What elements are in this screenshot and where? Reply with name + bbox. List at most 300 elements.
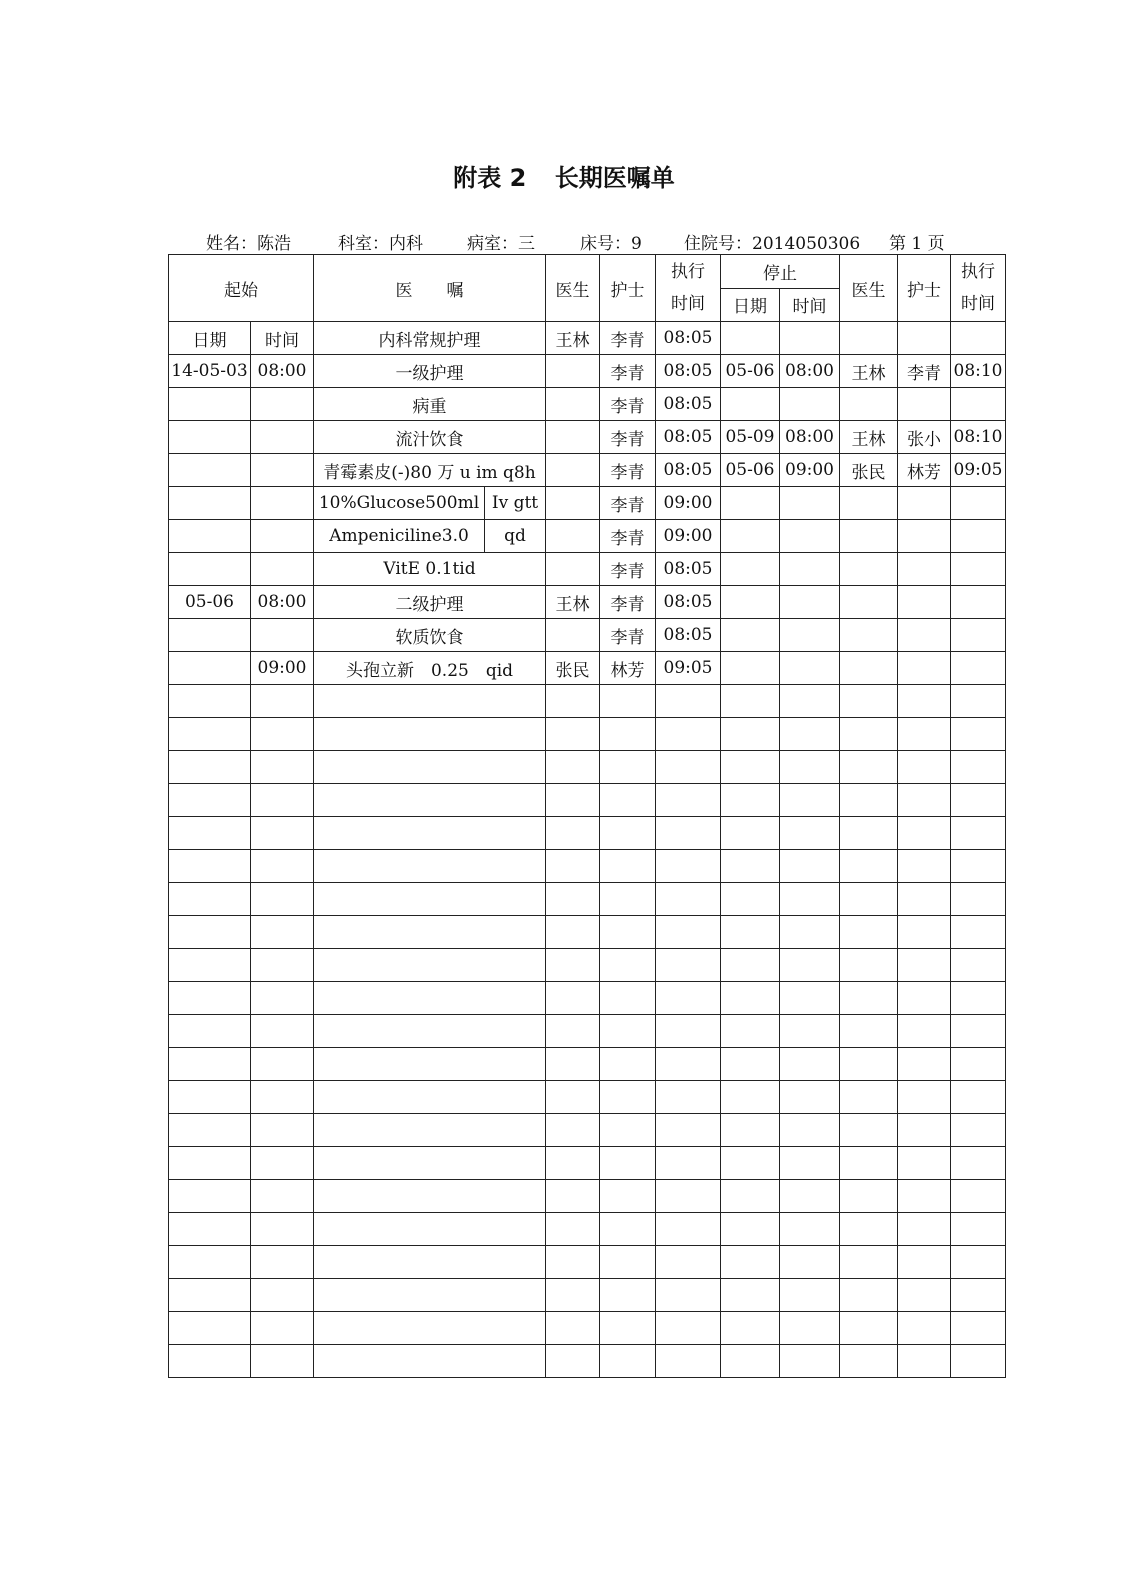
cell-blank <box>898 1048 951 1081</box>
cell-doctor <box>546 487 600 520</box>
cell-blank <box>898 685 951 718</box>
cell-stop-time <box>780 553 840 586</box>
cell-blank <box>169 1015 251 1048</box>
cell-blank <box>780 1114 840 1147</box>
cell-exec: 08:05 <box>656 586 721 619</box>
cell-blank <box>251 1345 314 1378</box>
cell-blank <box>840 1345 898 1378</box>
cell-blank <box>840 1213 898 1246</box>
cell-blank <box>656 1279 721 1312</box>
cell-blank <box>721 1279 780 1312</box>
cell-blank <box>546 850 600 883</box>
cell-stop-date <box>721 520 780 553</box>
cell-blank <box>600 1048 656 1081</box>
cell-blank <box>251 685 314 718</box>
table-row <box>169 421 1006 454</box>
cell-date: 日期 <box>169 322 251 355</box>
cell-blank <box>546 1114 600 1147</box>
cell-blank <box>840 1048 898 1081</box>
cell-blank <box>721 817 780 850</box>
cell-blank <box>780 1345 840 1378</box>
cell-blank <box>251 1147 314 1180</box>
header-nurse2: 护士 <box>898 255 951 322</box>
cell-stop-date: 05-06 <box>721 355 780 388</box>
cell-blank <box>840 982 898 1015</box>
cell-order <box>314 487 546 520</box>
cell-blank <box>169 817 251 850</box>
cell-doctor <box>546 388 600 421</box>
cell-blank <box>840 1081 898 1114</box>
cell-blank <box>840 685 898 718</box>
cell-blank <box>314 982 546 1015</box>
cell-order: 头孢立新 0.25 qid <box>314 652 546 685</box>
cell-blank <box>780 1279 840 1312</box>
cell-blank <box>546 784 600 817</box>
cell-blank <box>169 751 251 784</box>
cell-blank <box>546 817 600 850</box>
cell-stop-doctor <box>840 388 898 421</box>
cell-exec: 08:05 <box>656 322 721 355</box>
cell-blank <box>546 1180 600 1213</box>
cell-blank <box>251 1180 314 1213</box>
cell-blank <box>721 982 780 1015</box>
cell-blank <box>780 685 840 718</box>
cell-exec: 08:05 <box>656 553 721 586</box>
cell-blank <box>600 1147 656 1180</box>
cell-blank <box>840 1312 898 1345</box>
cell-stop-nurse: 李青 <box>898 355 951 388</box>
table-row <box>169 520 1006 553</box>
table-row-blank <box>169 1312 1006 1345</box>
cell-stop-exec <box>951 520 1006 553</box>
cell-blank <box>951 949 1006 982</box>
page-number: 第 1 页 <box>889 234 945 254</box>
cell-order-usage: qd <box>504 526 526 546</box>
cell-blank <box>898 1279 951 1312</box>
cell-blank <box>251 784 314 817</box>
cell-blank <box>251 1312 314 1345</box>
cell-stop-nurse <box>898 388 951 421</box>
cell-blank <box>546 685 600 718</box>
cell-nurse: 李青 <box>600 355 656 388</box>
cell-blank <box>251 1114 314 1147</box>
table-row <box>169 388 1006 421</box>
cell-blank <box>721 718 780 751</box>
cell-blank <box>951 1213 1006 1246</box>
table-row-blank <box>169 949 1006 982</box>
header-nurse: 护士 <box>600 255 656 322</box>
cell-time <box>251 421 314 454</box>
cell-blank <box>656 982 721 1015</box>
cell-doctor <box>546 520 600 553</box>
cell-stop-date <box>721 652 780 685</box>
cell-date: 14-05-03 <box>169 355 251 388</box>
cell-time <box>251 388 314 421</box>
cell-stop-exec <box>951 322 1006 355</box>
cell-blank <box>951 784 1006 817</box>
cell-time <box>251 487 314 520</box>
cell-exec: 08:05 <box>656 454 721 487</box>
cell-blank <box>546 949 600 982</box>
cell-blank <box>656 883 721 916</box>
cell-blank <box>898 784 951 817</box>
cell-blank <box>898 1312 951 1345</box>
cell-nurse: 林芳 <box>600 652 656 685</box>
cell-blank <box>656 1114 721 1147</box>
cell-blank <box>169 1114 251 1147</box>
cell-blank <box>780 1081 840 1114</box>
table-row <box>169 322 1006 355</box>
cell-blank <box>840 751 898 784</box>
cell-blank <box>546 1147 600 1180</box>
cell-blank <box>780 751 840 784</box>
cell-blank <box>898 1147 951 1180</box>
cell-blank <box>251 817 314 850</box>
cell-blank <box>251 1048 314 1081</box>
cell-blank <box>656 1048 721 1081</box>
cell-stop-doctor <box>840 553 898 586</box>
cell-blank <box>951 1180 1006 1213</box>
cell-exec: 09:00 <box>656 520 721 553</box>
cell-blank <box>780 949 840 982</box>
cell-stop-date: 05-06 <box>721 454 780 487</box>
cell-blank <box>951 850 1006 883</box>
cell-blank <box>656 1015 721 1048</box>
cell-blank <box>546 982 600 1015</box>
cell-blank <box>546 1312 600 1345</box>
table-row <box>169 619 1006 652</box>
cell-order: 一级护理 <box>314 355 546 388</box>
cell-doctor: 张民 <box>546 652 600 685</box>
cell-exec: 08:05 <box>656 421 721 454</box>
cell-blank <box>780 850 840 883</box>
cell-blank <box>951 1015 1006 1048</box>
cell-exec: 08:05 <box>656 619 721 652</box>
cell-blank <box>546 1345 600 1378</box>
cell-blank <box>314 817 546 850</box>
cell-doctor <box>546 355 600 388</box>
cell-date <box>169 487 251 520</box>
cell-stop-doctor <box>840 619 898 652</box>
cell-stop-exec <box>951 388 1006 421</box>
table-row-blank <box>169 1180 1006 1213</box>
cell-blank <box>546 751 600 784</box>
cell-blank <box>898 883 951 916</box>
cell-blank <box>314 850 546 883</box>
cell-blank <box>656 1345 721 1378</box>
cell-blank <box>721 751 780 784</box>
cell-blank <box>314 1147 546 1180</box>
table-row-blank <box>169 685 1006 718</box>
table-row-blank <box>169 1147 1006 1180</box>
cell-blank <box>840 850 898 883</box>
cell-stop-date <box>721 322 780 355</box>
cell-order-drug: Ampeniciline3.0 <box>314 520 485 552</box>
cell-blank <box>656 916 721 949</box>
cell-date <box>169 652 251 685</box>
title-main: 长期医嘱单 <box>554 164 675 192</box>
header-doctor: 医生 <box>546 255 600 322</box>
cell-order: 二级护理 <box>314 586 546 619</box>
cell-blank <box>898 1015 951 1048</box>
cell-blank <box>251 1015 314 1048</box>
cell-blank <box>314 718 546 751</box>
cell-blank <box>600 1213 656 1246</box>
cell-stop-date <box>721 619 780 652</box>
cell-blank <box>951 751 1006 784</box>
cell-blank <box>251 883 314 916</box>
cell-blank <box>169 1147 251 1180</box>
cell-blank <box>951 1048 1006 1081</box>
cell-blank <box>898 718 951 751</box>
cell-blank <box>546 1279 600 1312</box>
cell-blank <box>656 949 721 982</box>
cell-blank <box>314 1213 546 1246</box>
cell-blank <box>169 916 251 949</box>
cell-blank <box>600 982 656 1015</box>
cell-blank <box>314 1312 546 1345</box>
cell-order-usage: Iv gtt <box>491 493 539 513</box>
cell-blank <box>780 916 840 949</box>
cell-blank <box>840 784 898 817</box>
cell-blank <box>546 883 600 916</box>
cell-blank <box>898 1213 951 1246</box>
cell-blank <box>780 1213 840 1246</box>
cell-stop-nurse <box>898 619 951 652</box>
cell-blank <box>169 1180 251 1213</box>
cell-blank <box>721 1312 780 1345</box>
cell-blank <box>251 949 314 982</box>
table-row-blank <box>169 883 1006 916</box>
cell-stop-doctor <box>840 586 898 619</box>
cell-blank <box>314 1246 546 1279</box>
table-row-blank <box>169 1345 1006 1378</box>
cell-stop-time <box>780 388 840 421</box>
cell-blank <box>721 1345 780 1378</box>
cell-blank <box>721 949 780 982</box>
header-exec-time <box>656 255 721 322</box>
table-row <box>169 454 1006 487</box>
cell-stop-doctor <box>840 487 898 520</box>
cell-blank <box>546 718 600 751</box>
cell-blank <box>314 685 546 718</box>
cell-blank <box>169 718 251 751</box>
cell-nurse: 李青 <box>600 553 656 586</box>
cell-blank <box>840 916 898 949</box>
cell-blank <box>780 1147 840 1180</box>
cell-stop-time: 08:00 <box>780 421 840 454</box>
cell-blank <box>169 1312 251 1345</box>
cell-stop-nurse <box>898 553 951 586</box>
cell-blank <box>721 1213 780 1246</box>
cell-blank <box>656 1081 721 1114</box>
cell-blank <box>600 850 656 883</box>
cell-blank <box>600 1015 656 1048</box>
cell-stop-date <box>721 487 780 520</box>
cell-blank <box>600 1312 656 1345</box>
cell-blank <box>656 817 721 850</box>
cell-stop-exec <box>951 487 1006 520</box>
cell-blank <box>951 1081 1006 1114</box>
cell-blank <box>600 1081 656 1114</box>
cell-date <box>169 619 251 652</box>
cell-blank <box>656 1180 721 1213</box>
patient-dept: 科室：内科 <box>338 234 423 254</box>
cell-blank <box>840 1147 898 1180</box>
cell-blank <box>251 718 314 751</box>
cell-exec: 09:00 <box>656 487 721 520</box>
cell-order <box>314 520 546 553</box>
cell-blank <box>546 1048 600 1081</box>
cell-date <box>169 553 251 586</box>
cell-nurse: 李青 <box>600 388 656 421</box>
cell-stop-exec <box>951 553 1006 586</box>
table-row-blank <box>169 1114 1006 1147</box>
cell-blank <box>251 850 314 883</box>
cell-blank <box>840 718 898 751</box>
cell-blank <box>721 1147 780 1180</box>
cell-blank <box>169 982 251 1015</box>
cell-nurse: 李青 <box>600 619 656 652</box>
table-row-blank <box>169 916 1006 949</box>
cell-blank <box>600 817 656 850</box>
cell-stop-nurse <box>898 586 951 619</box>
cell-blank <box>169 784 251 817</box>
cell-doctor: 王林 <box>546 322 600 355</box>
cell-exec: 08:05 <box>656 355 721 388</box>
cell-blank <box>314 1180 546 1213</box>
cell-stop-nurse <box>898 520 951 553</box>
cell-blank <box>169 1345 251 1378</box>
table-row-blank <box>169 982 1006 1015</box>
cell-blank <box>721 1015 780 1048</box>
cell-order: 青霉素皮(-)80 万 u im q8h <box>314 454 546 487</box>
cell-blank <box>656 685 721 718</box>
cell-blank <box>898 982 951 1015</box>
patient-ward: 病室：三 <box>467 234 535 254</box>
cell-stop-time <box>780 322 840 355</box>
cell-stop-date <box>721 586 780 619</box>
cell-blank <box>721 883 780 916</box>
cell-order: 流汁饮食 <box>314 421 546 454</box>
cell-stop-time <box>780 586 840 619</box>
cell-blank <box>656 784 721 817</box>
table-row-blank <box>169 784 1006 817</box>
cell-blank <box>600 685 656 718</box>
cell-nurse: 李青 <box>600 322 656 355</box>
cell-stop-exec <box>951 586 1006 619</box>
table-row <box>169 553 1006 586</box>
cell-blank <box>314 784 546 817</box>
cell-blank <box>656 850 721 883</box>
header-exec2-line2: 时间 <box>961 294 995 314</box>
cell-stop-time: 09:00 <box>780 454 840 487</box>
cell-blank <box>721 1114 780 1147</box>
cell-time <box>251 454 314 487</box>
cell-blank <box>780 1180 840 1213</box>
cell-blank <box>600 1246 656 1279</box>
cell-blank <box>898 1246 951 1279</box>
cell-doctor <box>546 619 600 652</box>
cell-stop-doctor: 张民 <box>840 454 898 487</box>
cell-blank <box>780 718 840 751</box>
cell-blank <box>656 1213 721 1246</box>
cell-date <box>169 388 251 421</box>
cell-stop-doctor <box>840 322 898 355</box>
header-order: 医 嘱 <box>314 255 546 322</box>
cell-blank <box>898 949 951 982</box>
cell-order-drug: 10%Glucose500ml <box>314 487 485 519</box>
cell-stop-date <box>721 553 780 586</box>
cell-blank <box>314 1081 546 1114</box>
cell-blank <box>600 1114 656 1147</box>
cell-blank <box>951 1345 1006 1378</box>
cell-blank <box>951 1279 1006 1312</box>
cell-blank <box>721 850 780 883</box>
cell-blank <box>546 1213 600 1246</box>
cell-blank <box>721 1081 780 1114</box>
patient-admission: 住院号：2014050306 <box>684 234 861 254</box>
cell-blank <box>600 1180 656 1213</box>
cell-blank <box>721 784 780 817</box>
cell-blank <box>898 1180 951 1213</box>
cell-doctor <box>546 553 600 586</box>
cell-blank <box>600 784 656 817</box>
cell-blank <box>898 1345 951 1378</box>
cell-blank <box>169 850 251 883</box>
cell-exec: 08:05 <box>656 388 721 421</box>
cell-time <box>251 619 314 652</box>
cell-blank <box>656 1246 721 1279</box>
cell-blank <box>314 883 546 916</box>
cell-blank <box>251 982 314 1015</box>
cell-blank <box>600 949 656 982</box>
cell-blank <box>840 1015 898 1048</box>
cell-blank <box>314 1015 546 1048</box>
cell-blank <box>169 949 251 982</box>
cell-blank <box>656 1312 721 1345</box>
cell-blank <box>656 751 721 784</box>
cell-blank <box>169 1048 251 1081</box>
cell-blank <box>721 1048 780 1081</box>
cell-blank <box>898 1081 951 1114</box>
cell-blank <box>314 949 546 982</box>
table-row-blank <box>169 1279 1006 1312</box>
cell-blank <box>840 1279 898 1312</box>
cell-blank <box>898 817 951 850</box>
table-row-blank <box>169 1048 1006 1081</box>
cell-blank <box>251 1246 314 1279</box>
cell-time: 08:00 <box>251 586 314 619</box>
cell-blank <box>546 1081 600 1114</box>
cell-blank <box>251 1081 314 1114</box>
header-exec-line1: 执行 <box>671 262 705 282</box>
cell-date <box>169 520 251 553</box>
cell-blank <box>169 1081 251 1114</box>
cell-blank <box>656 718 721 751</box>
cell-stop-doctor: 王林 <box>840 355 898 388</box>
header-exec2-line1: 执行 <box>961 262 995 282</box>
cell-stop-exec <box>951 652 1006 685</box>
cell-blank <box>251 1279 314 1312</box>
cell-order: 软质饮食 <box>314 619 546 652</box>
cell-blank <box>840 1246 898 1279</box>
cell-stop-date <box>721 388 780 421</box>
cell-blank <box>721 1180 780 1213</box>
cell-blank <box>314 1114 546 1147</box>
cell-time: 时间 <box>251 322 314 355</box>
cell-stop-time <box>780 652 840 685</box>
